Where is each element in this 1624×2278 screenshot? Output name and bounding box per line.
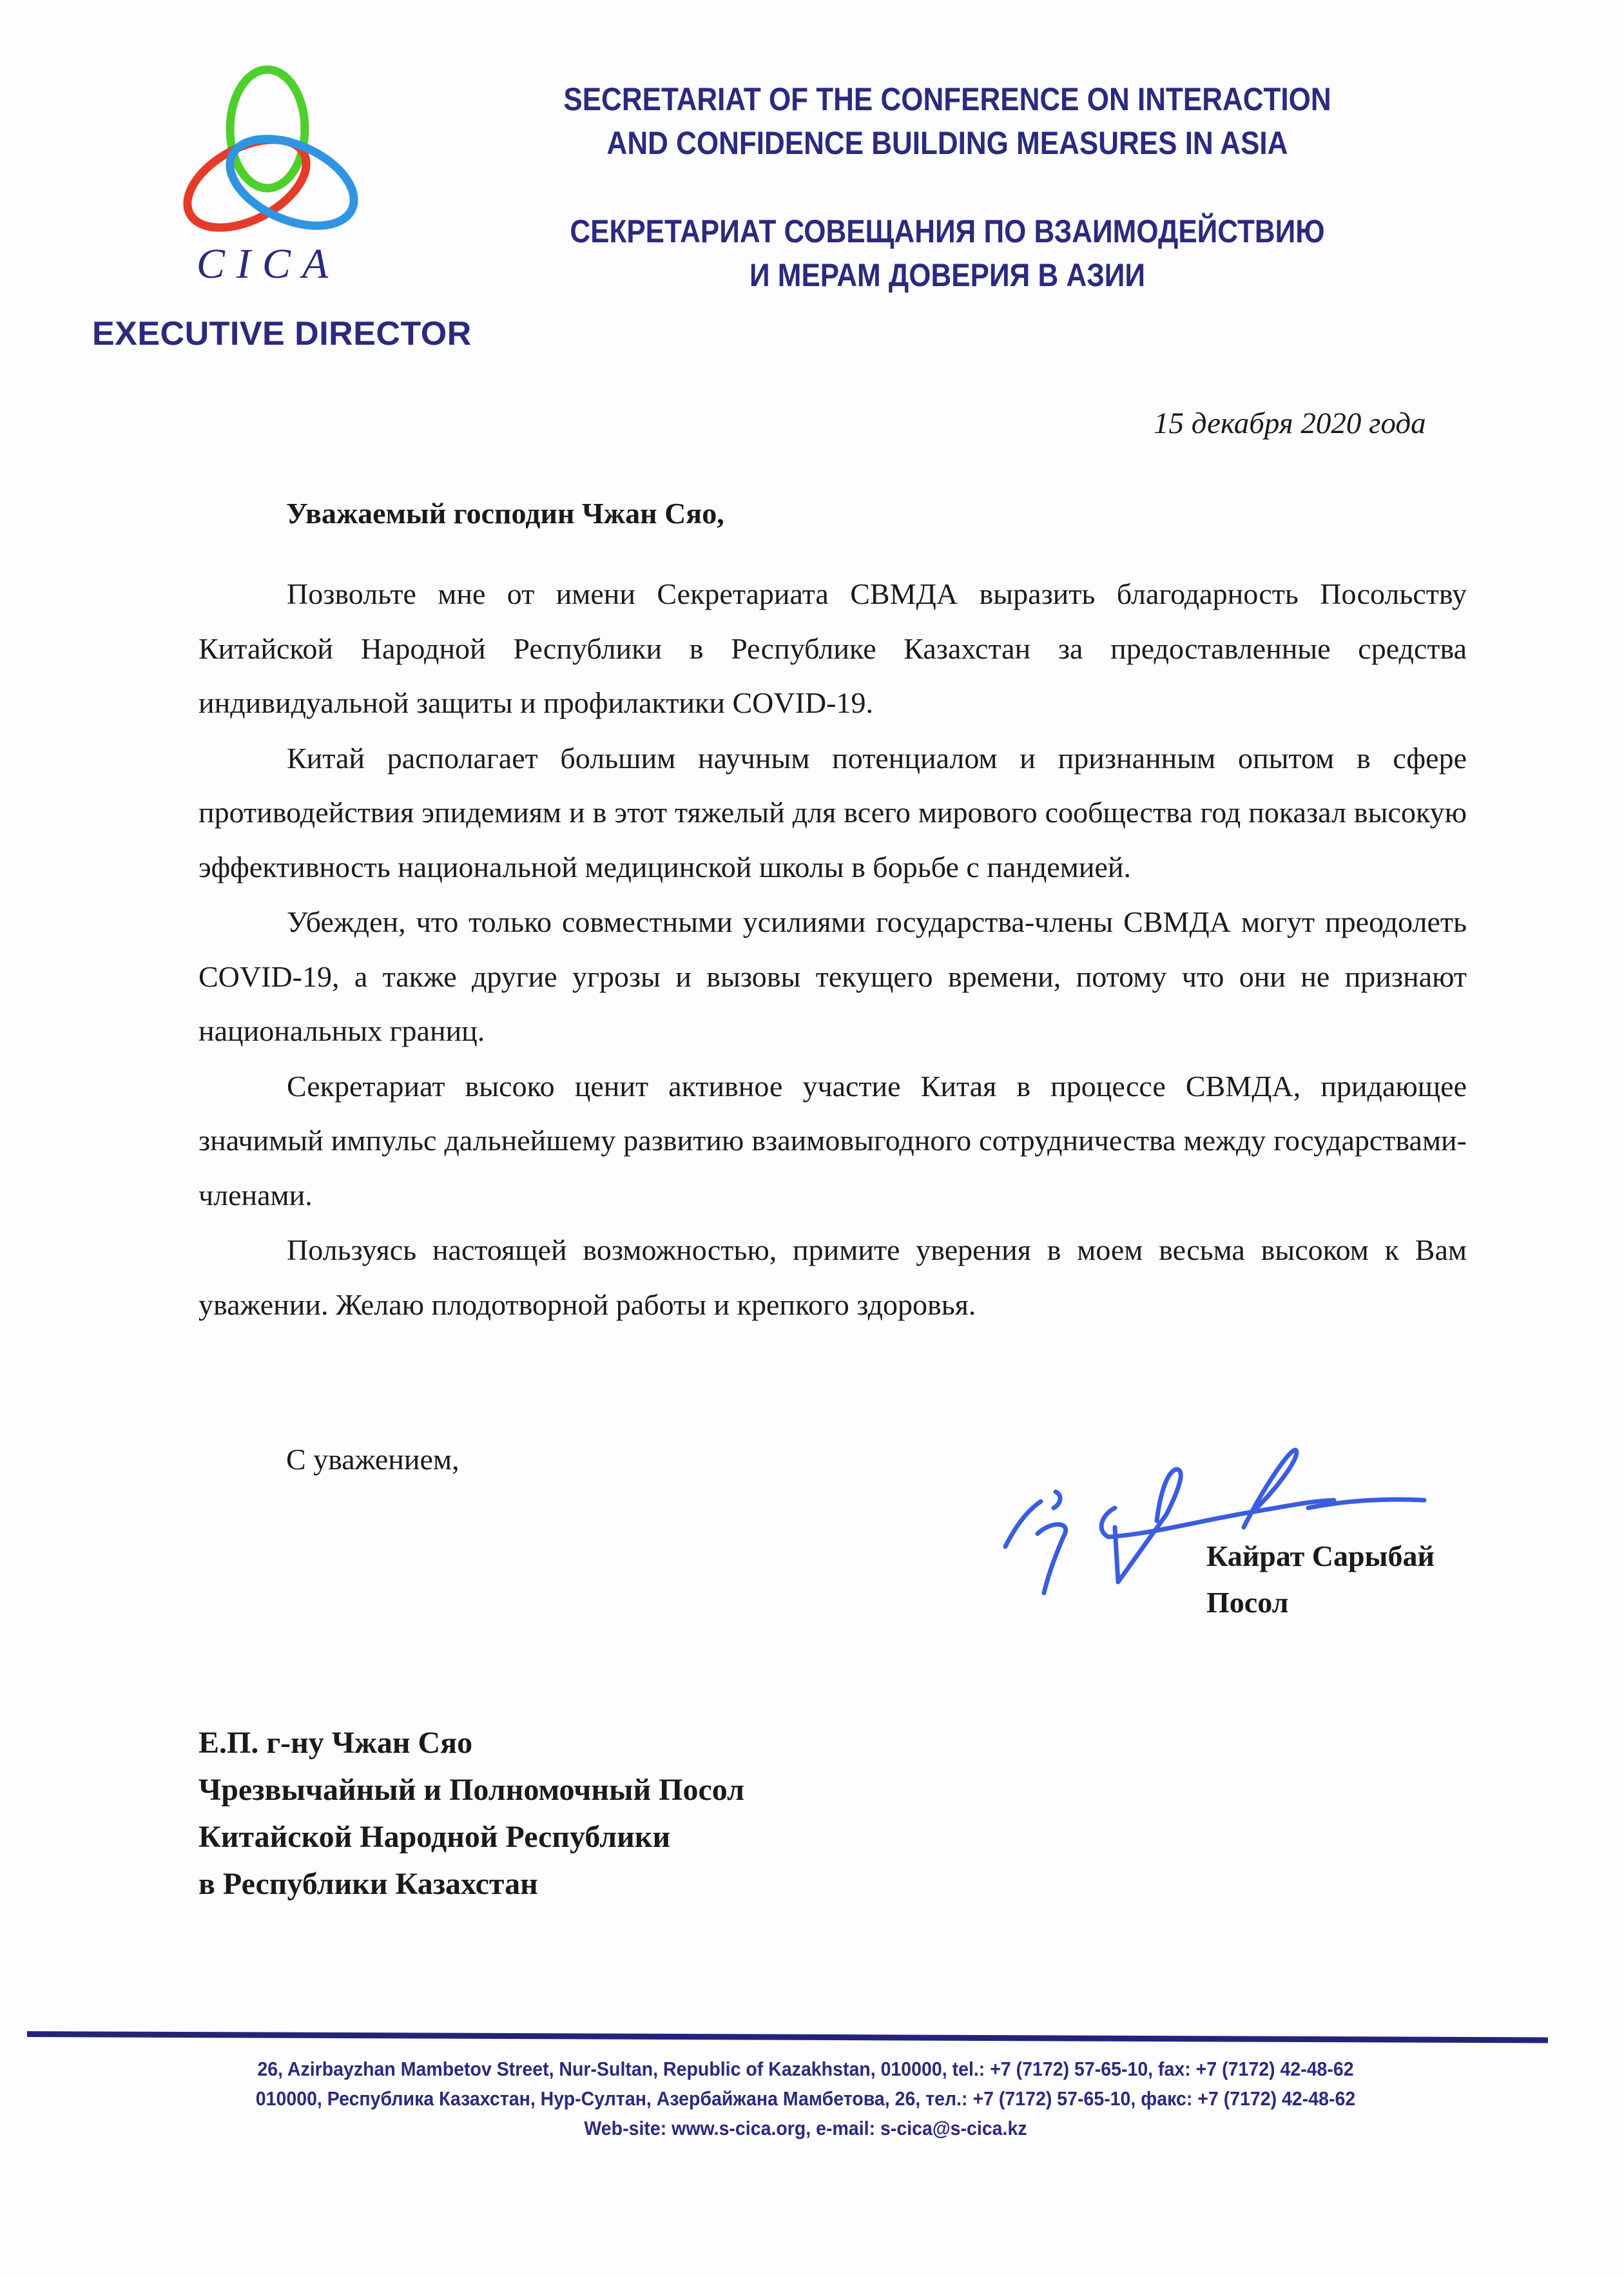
signature-stroke (1038, 1492, 1066, 1593)
body-paragraph: Позвольте мне от имени Секретариата СВМДА выразить благодарность Посольству Китайской Народной Республики в Республике Казахстан за предоставленные средства индивидуальной защиты и профилактики COVID-19. (198, 577, 1467, 719)
addressee-line: в Республики Казахстан (198, 1867, 538, 1901)
body-paragraph: Секретариат высоко ценит активное участие Китая в процессе СВМДА, придающее значимый импульс дальнейшему развитию взаимовыгодного сотрудничества между государствами-членами. (198, 1069, 1467, 1211)
logo-ring-green (230, 70, 305, 188)
signer-name: Кайрат Сарыбай (1206, 1540, 1435, 1572)
header-title-en-line: SECRETARIAT OF THE CONFERENCE ON INTERACTION (563, 81, 1331, 117)
header-title-ru (451, 209, 1444, 297)
header-title-ru-line: СЕКРЕТАРИАТ СОВЕЩАНИЯ ПО ВЗАИМОДЕЙСТВИЮ (570, 213, 1325, 249)
body-paragraph: Китай располагает большим научным потенциалом и признанным опытом в сфере противодействия эпидемиям и в этот тяжелый для всего мирового сообщества год показал высокую эффективность национальной медицинской школы в борьбе с пандемией. (198, 741, 1467, 883)
addressee-block (198, 1719, 744, 1907)
cica-logo-icon (171, 61, 364, 242)
footer-address-ru: 010000, Республика Казахстан, Нур-Султан, Азербайжана Мамбетова, 26, тел.: +7 (7172) 57-65-10, факс: +7 (7172) 42-48-62 (255, 2087, 1356, 2110)
logo-text: CICA (196, 240, 340, 287)
signer-title: Посол (1206, 1586, 1289, 1619)
signature-stroke (1005, 1501, 1041, 1547)
salutation: Уважаемый господин Чжан Сяо, (286, 497, 724, 530)
body-paragraph: Убежден, что только совместными усилиями государства-члены СВМДА могут преодолеть COVID-19, а также другие угрозы и вызовы текущего времени, потому что они не признают национальных границ. (198, 905, 1467, 1047)
addressee-line: Е.П. г-ну Чжан Сяо (198, 1726, 473, 1760)
letter-body (198, 567, 1467, 1333)
executive-director-label: EXECUTIVE DIRECTOR (92, 315, 472, 352)
letter-date: 15 декабря 2020 года (1154, 407, 1426, 440)
addressee-line: Чрезвычайный и Полномочный Посол (198, 1773, 745, 1807)
header-title-en (451, 77, 1444, 165)
signature-stroke (1101, 1500, 1334, 1537)
body-paragraph: Пользуясь настоящей возможностью, примите уверения в моем весьма высоком к Вам уважении. Желаю плодотворной работы и крепкого здоровья. (198, 1233, 1467, 1321)
closing: С уважением, (286, 1443, 459, 1476)
signature-stroke (1244, 1450, 1297, 1527)
header-title-en-line: AND CONFIDENCE BUILDING MEASURES IN ASIA (606, 125, 1288, 161)
footer-address-en: 26, Azirbayzhan Mambetov Street, Nur-Sultan, Republic of Kazakhstan, 010000, tel.: +7 (7172) 57-65-10, fax: +7 (7172) 42-48-62 (257, 2058, 1354, 2080)
header-title-ru-line: И МЕРАМ ДОВЕРИЯ В АЗИИ (749, 257, 1146, 293)
footer-contacts (135, 2054, 1476, 2143)
footer-web-email[interactable]: Web-site: www.s-cica.org, e-mail: s-cica@s-cica.kz (584, 2117, 1027, 2139)
addressee-line: Китайской Народной Республики (198, 1820, 671, 1854)
footer-divider (27, 2031, 1548, 2043)
